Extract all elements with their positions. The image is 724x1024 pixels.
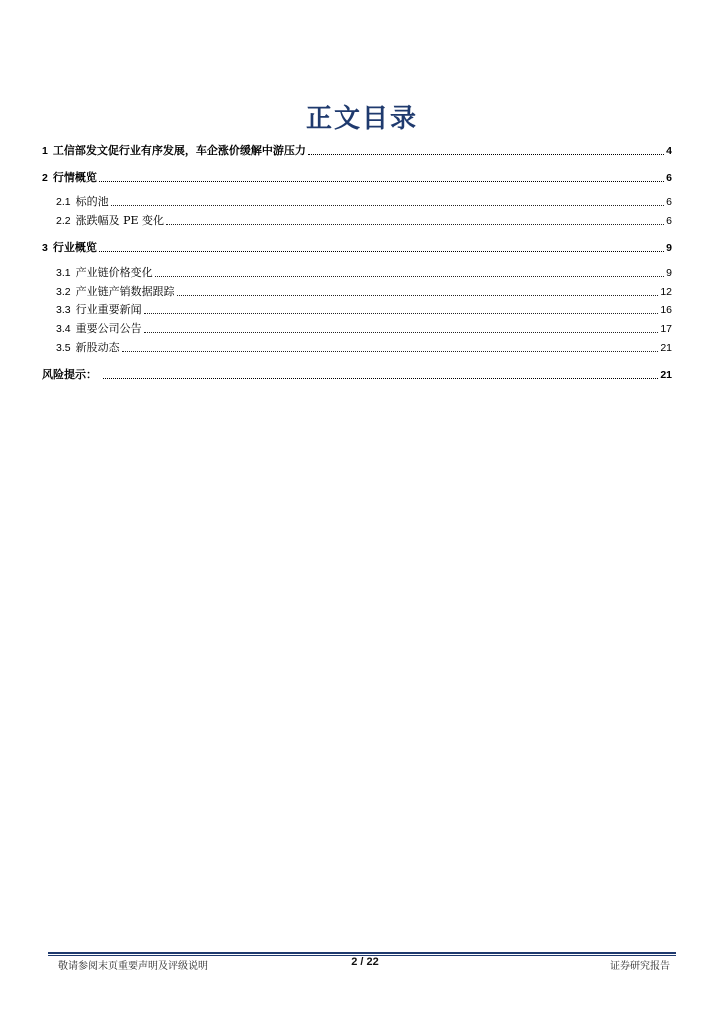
toc-entry-label: 涨跌幅及 PE 变化 <box>75 214 165 227</box>
toc-entry-label: 产业链价格变化 <box>75 266 153 279</box>
toc-entry-2[interactable] <box>42 171 672 185</box>
toc-entry-3-1[interactable] <box>56 266 672 280</box>
toc-entry-page: 12 <box>660 286 672 298</box>
toc-entry-page: 16 <box>660 304 672 316</box>
toc-dot-leader <box>144 312 659 314</box>
toc-dot-leader <box>99 180 664 182</box>
footer-doc-type: 证券研究报告 <box>610 961 670 972</box>
toc-dot-leader <box>103 377 658 379</box>
toc-entry-label: 行业重要新闻 <box>75 303 142 316</box>
toc-entry-page: 21 <box>660 342 672 354</box>
toc-dot-leader <box>155 275 665 277</box>
toc-entry-label: 新股动态 <box>75 341 120 354</box>
toc-dot-leader <box>308 153 664 155</box>
toc-entry-label: 重要公司公告 <box>75 322 142 335</box>
toc-entry-label: 行情概览 <box>52 171 97 184</box>
toc-entry-3-5[interactable] <box>56 341 672 355</box>
toc-entry-label: 工信部发文促行业有序发展，车企涨价缓解中游压力 <box>52 144 306 157</box>
toc-entry-label: 标的池 <box>75 195 109 208</box>
toc-entry-risk[interactable] <box>42 368 672 382</box>
toc-entry-number: 2 <box>42 172 48 184</box>
toc-entry-2-1[interactable] <box>56 195 672 209</box>
toc-entry-page: 9 <box>666 242 672 254</box>
toc-dot-leader <box>166 223 664 225</box>
toc-entry-page: 6 <box>666 196 672 208</box>
footer-divider <box>48 952 676 954</box>
toc-entry-label: 行业概览 <box>52 241 97 254</box>
toc-entry-2-2[interactable] <box>56 214 672 228</box>
toc-entry-number: 3.2 <box>56 286 71 298</box>
toc-entry-page: 6 <box>666 172 672 184</box>
toc-entry-number: 1 <box>42 145 48 157</box>
toc-entry-number: 2.1 <box>56 196 71 208</box>
toc-entry-3-4[interactable] <box>56 322 672 336</box>
page-number: 2 / 22 <box>351 956 379 968</box>
toc-entry-number: 3 <box>42 242 48 254</box>
toc-dot-leader <box>144 331 659 333</box>
toc-entry-page: 6 <box>666 215 672 227</box>
footer-disclaimer: 敬请参阅末页重要声明及评级说明 <box>58 961 208 972</box>
toc-entry-page: 4 <box>666 145 672 157</box>
toc-entry-page: 17 <box>660 323 672 335</box>
toc-entry-3-2[interactable] <box>56 285 672 299</box>
toc-entry-number: 3.5 <box>56 342 71 354</box>
toc-dot-leader <box>122 350 659 352</box>
toc-entry-number: 3.3 <box>56 304 71 316</box>
toc-dot-leader <box>111 204 665 206</box>
page-title: 正文目录 <box>305 104 418 134</box>
toc-entry-number: 3.1 <box>56 267 71 279</box>
toc-dot-leader <box>99 250 664 252</box>
toc-entry-page: 21 <box>660 369 672 381</box>
toc-entry-number: 3.4 <box>56 323 71 335</box>
toc-dot-leader <box>177 294 659 296</box>
toc-entry-label: 产业链产销数据跟踪 <box>75 285 175 298</box>
toc-entry-1[interactable] <box>42 144 672 158</box>
toc-entry-3[interactable] <box>42 241 672 255</box>
toc-entry-page: 9 <box>666 267 672 279</box>
toc-entry-label: 风险提示： <box>42 368 97 381</box>
toc-entry-3-3[interactable] <box>56 303 672 317</box>
toc-entry-number: 2.2 <box>56 215 71 227</box>
